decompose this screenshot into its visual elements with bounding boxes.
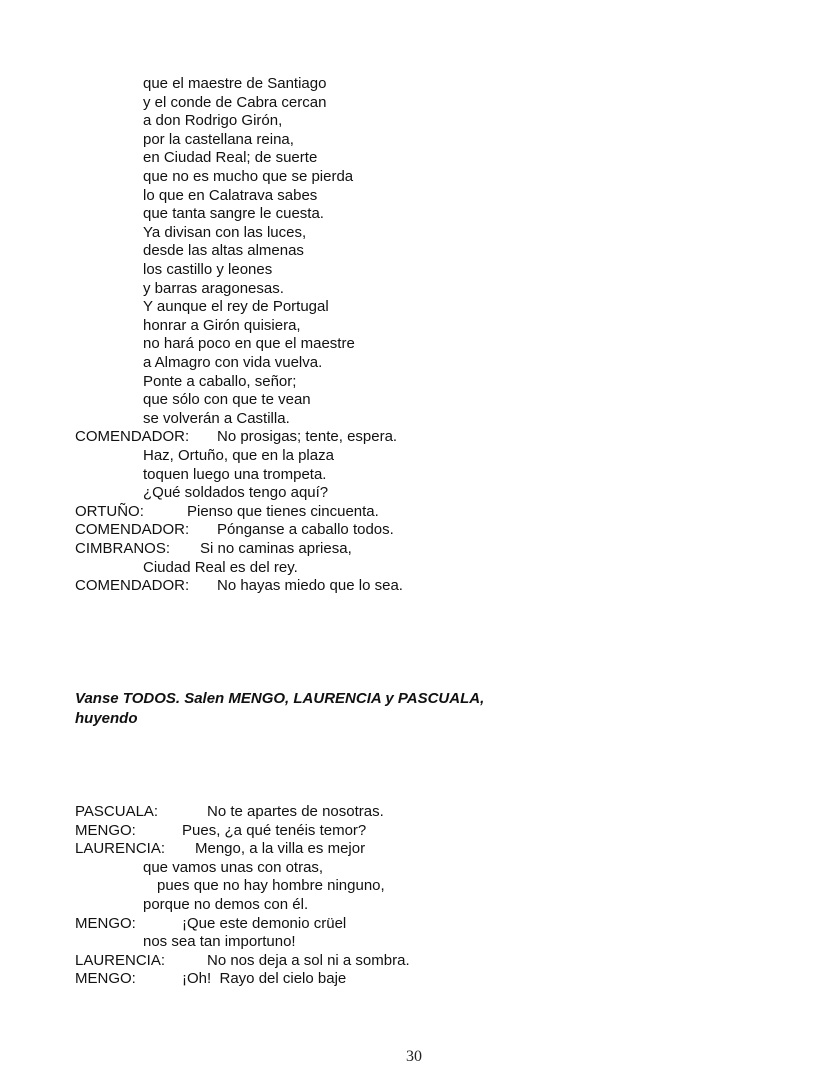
speaker-name: PASCUALA: — [75, 803, 159, 820]
verse-text: por la castellana reina, — [143, 130, 294, 148]
verse-text: porque no demos con él. — [143, 896, 309, 913]
verse-text: Pues, ¿a qué tenéis temor? — [182, 821, 367, 839]
speaker-name: LAURENCIA: — [75, 951, 166, 969]
verse-text: Pónganse a caballo todos. — [217, 521, 394, 539]
verse-text: No nos deja a sol ni a sombra. — [207, 951, 410, 969]
verse-text: que no es mucho que se pierda — [143, 168, 354, 185]
verse-text: ¡Oh! Rayo del cielo baje — [182, 970, 347, 988]
verse-text: Ciudad Real es del rey. — [143, 558, 298, 576]
verse-text: No hayas miedo que lo sea. — [217, 577, 403, 595]
verse-text: y barras aragonesas. — [143, 279, 284, 297]
speaker-name: ORTUÑO: — [75, 502, 144, 520]
verse-text: en Ciudad Real; de suerte — [143, 149, 318, 167]
verse-text: nos sea tan importuno! — [143, 933, 296, 951]
verse-text: Pienso que tienes cincuenta. — [187, 502, 379, 520]
verse-text: ¿Qué soldados tengo aquí? — [143, 484, 329, 502]
verse-text: que vamos unas con otras, — [143, 858, 324, 876]
verse-text: a don Rodrigo Girón, — [143, 112, 283, 130]
verse-text: desde las altas almenas — [143, 242, 304, 260]
speaker-name: LAURENCIA: — [75, 840, 166, 858]
verse-text: toquen luego una trompeta. — [143, 465, 327, 483]
verse-text: los castillo y leones — [143, 261, 273, 278]
verse-text: Ponte a caballo, señor; — [143, 372, 297, 390]
verse-text: Y aunque el rey de Portugal — [143, 298, 329, 316]
verse-text: Ya divisan con las luces, — [143, 223, 307, 241]
verse-text: lo que en Calatrava sabes — [143, 186, 318, 204]
page-number: 30 — [406, 1048, 422, 1065]
verse-text: Mengo, a la villa es mejor — [195, 840, 366, 858]
verse-text: honrar a Girón quisiera, — [143, 316, 301, 334]
verse-text: a Almagro con vida vuelva. — [143, 354, 323, 371]
verse-text: se volverán a Castilla. — [143, 409, 290, 427]
speaker-name: CIMBRANOS: — [75, 540, 171, 557]
verse-text: ¡Que este demonio crüel — [182, 914, 347, 932]
stage-direction-line-2: huyendo — [75, 710, 138, 727]
verse-text: No te apartes de nosotras. — [207, 803, 384, 820]
speaker-name: MENGO: — [75, 970, 136, 988]
verse-text: Haz, Ortuño, que en la plaza — [143, 447, 334, 464]
speaker-name: COMENDADOR: — [75, 428, 190, 446]
speaker-name: MENGO: — [75, 821, 136, 839]
stage-direction-line-1: Vanse TODOS. Salen MENGO, LAURENCIA y PASCUALA, — [75, 690, 485, 707]
speaker-name: MENGO: — [75, 914, 136, 932]
verse-text: Si no caminas apriesa, — [200, 540, 352, 557]
stage-direction — [75, 689, 484, 729]
verse-text: que sólo con que te vean — [143, 391, 311, 409]
verse-text: que tanta sangre le cuesta. — [143, 205, 324, 223]
verse-text: no hará poco en que el maestre — [143, 335, 355, 353]
speaker-name: COMENDADOR: — [75, 521, 190, 539]
verse-text: pues que no hay hombre ninguno, — [157, 877, 385, 895]
verse-text: y el conde de Cabra cercan — [143, 93, 327, 111]
verse-text: No prosigas; tente, espera. — [217, 428, 398, 446]
speaker-name: COMENDADOR: — [75, 577, 190, 595]
verse-text: que el maestre de Santiago — [143, 75, 327, 92]
